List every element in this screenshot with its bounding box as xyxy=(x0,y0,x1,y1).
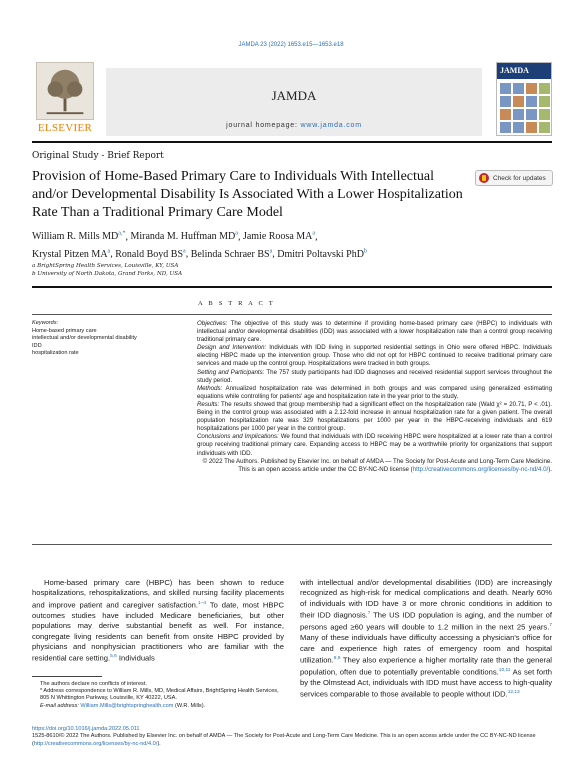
author[interactable]: Dmitri Poltavski PhD$^b$ xyxy=(277,248,367,260)
author[interactable]: Miranda M. Huffman $MD^a$ xyxy=(130,231,238,243)
author-list: William R. Mills $MD^{a,*}$, Miranda M. Huffman $MD^a$, Jamie Roosa $MA^a$, Krystal Pitzen $MA^a$, Ronald Boyd $BS^a$, Belinda Schraer $BS^a$, Dmitri Poltavski PhD$^b$ xyxy=(32,231,367,260)
reference-link[interactable]: 1–4 xyxy=(198,600,207,606)
doi-link[interactable]: https://doi.org/10.1016/j.jamda.2022.05.011 xyxy=(32,726,140,732)
reference-link[interactable]: 10,11 xyxy=(498,667,511,673)
homepage-label: journal homepage: xyxy=(226,122,301,129)
reference-link[interactable]: 5,6 xyxy=(110,654,117,660)
article-type: Original Study - Brief Report xyxy=(32,151,164,161)
conflict-of-interest-note: The authors declare no conflicts of interest. xyxy=(40,681,147,687)
journal-homepage xyxy=(106,122,482,129)
abstract-section: Conclusions and Implications: We found that individuals with IDD receiving HBPC were hospitalized at a lower rate than a control group receiving traditional primary care. Expanding access to HBPC may be a worthwhile priority for organizations that support individuals with IDD. xyxy=(197,433,552,457)
crossmark-icon xyxy=(479,173,489,183)
abstract-body xyxy=(197,320,552,474)
abstract-section: Design and Intervention: Individuals with IDD living in supported residential settings in Ohio were offered HBPC. Individuals electing HBPC made up the intervention group. Those who did not opt for HBPC continued to receive traditional primary care services and made up the control group. Hospitalizations were tracked in both groups. xyxy=(197,344,552,368)
cover-artwork xyxy=(500,83,550,133)
publisher-name: ELSEVIER xyxy=(37,122,93,134)
keyword[interactable]: hospitalization rate xyxy=(32,350,79,357)
affiliations xyxy=(32,262,182,278)
abstract-top-rule xyxy=(32,314,552,315)
reference-link[interactable]: 7 xyxy=(367,611,371,617)
journal-citation[interactable]: JAMDA 23 (2022) 1653.e15—1653.e18 xyxy=(238,42,344,48)
author[interactable]: Ronald Boyd $BS^a$ xyxy=(115,248,186,260)
correspondence-address: * Address correspondence to William R. Mills, MD, Medical Affairs, BrightSpring Health Services, 805 N Whittington Parkway, Louisville, KY 40222, USA. xyxy=(40,688,279,702)
header-divider xyxy=(32,141,552,143)
keyword[interactable]: IDD xyxy=(32,342,42,349)
journal-banner xyxy=(106,68,482,136)
author[interactable]: Belinda Schraer $BS^a$ xyxy=(190,248,273,260)
affiliation: b University of North Dakota, Grand Forks, ND, USA xyxy=(32,271,183,277)
abstract-heading: A B S T R A C T xyxy=(198,300,275,307)
abstract-section: Results: The results showed that group membership had a significant effect on the hospitalization rate (Wald χ² = 20.71, P < .01). Being in the control group was associated with a 2.12-fold increase in annual hospitalization rate for a given patient. The overall population hospitalization rate was 329 hospitalizations per 1000 per year in the HBPC-receiving individuals and 619 hospitalizations per 1000 per year in the control group. xyxy=(197,400,552,433)
journal-cover-thumbnail[interactable] xyxy=(496,62,552,136)
cover-title: JAMDA xyxy=(497,63,552,79)
abstract-section: Setting and Participants: The 757 study participants had IDD diagnoses and received residential support services throughout the study period. xyxy=(197,368,552,384)
copyright-notice: © 2022 The Authors. Published by Elsevier Inc. on behalf of AMDA — The Society for Post-Acute and Long-Term Care Medicine. This is an open access article under the CC BY-NC-ND license (http://creativecommons.org/licenses/by-nc-nd/4.0/). xyxy=(202,457,552,473)
author-email-link[interactable]: William.Mills@brightspringhealth.com xyxy=(80,702,174,709)
author[interactable]: William R. Mills $MD^{a,*}$ xyxy=(32,231,126,243)
keyword[interactable]: intellectual and/or developmental disability xyxy=(32,335,137,342)
check-for-updates-button[interactable] xyxy=(475,170,553,186)
footnotes xyxy=(32,681,284,710)
tree-emblem-icon xyxy=(36,62,94,120)
keywords-block xyxy=(32,320,172,358)
publication-info xyxy=(32,726,557,748)
check-updates-label: Check for updates xyxy=(493,174,546,182)
affiliation: a BrightSpring Health Services, Louisville, KY, USA xyxy=(32,263,179,269)
keywords-heading: Keywords: xyxy=(32,320,59,326)
journal-header xyxy=(32,62,552,138)
reference-link[interactable]: 8,9 xyxy=(333,655,341,661)
author[interactable]: Jamie Roosa $MA^a$ xyxy=(242,231,316,243)
reference-link[interactable]: 12,13 xyxy=(507,690,520,696)
homepage-link[interactable]: www.jamda.com xyxy=(300,122,362,129)
license-link[interactable]: http://creativecommons.org/licenses/by-nc-nd/4.0/ xyxy=(33,740,158,747)
keyword[interactable]: Home-based primary care xyxy=(32,327,97,334)
license-link[interactable]: http://creativecommons.org/licenses/by-nc-nd/4.0/ xyxy=(412,465,549,473)
abstract-bottom-rule xyxy=(32,544,552,545)
elsevier-logo xyxy=(32,62,98,136)
body-column-left: Home-based primary care (HBPC) has been shown to reduce hospitalizations, rehospitalizations, and skilled nursing facility placements and improve patient and caregiver satisfaction.$^{1-4}$ To date, most HBPC outcomes studies have included Medicare beneficiaries, but other populations may derive substantial benefit as well. For instance, congregate living residents can benefit from onsite HBPC provided by physicians and nonphysician practitioners who are familiar with the residential care setting.$^{5,6}$ Individuals xyxy=(32,578,285,663)
author[interactable]: Krystal Pitzen $MA^a$ xyxy=(32,248,111,260)
journal-title: JAMDA xyxy=(271,88,317,103)
abstract-section: Methods: Annualized hospitalization rate was determined in both groups and was compared using generalized estimating equations while controlling for patients' age and hospitalization rate in the year prior to the study. xyxy=(197,384,552,400)
footnote-rule xyxy=(32,676,102,677)
reference-link[interactable]: 7 xyxy=(549,623,552,629)
body-column-right: with intellectual and/or developmental disabilities (IDD) are increasingly recognized as high-risk for medical complications and death. Nearly 60% of individuals with IDD have 3 or more chronic conditions in addition to their IDD diagnosis.$^7$ The US IDD population is aging, and the number of persons aged ≥60 years will double to 1.2 million in the next 25 years.$^7$ Many of these individuals have difficulty accessing a physician's office for care and experience high rates of emergency room and hospital utilization.$^{8,9}$ They also experience a higher mortality rate than the general population, often due to potentially preventable conditions.$^{10,11}$ As set forth by the Olmstead Act, individuals with IDD must have access to high-quality services comparable to those available to people without IDD.$^{12,13}$ xyxy=(300,578,553,699)
abstract-section: Objectives: The objective of this study was to determine if providing home-based primary care (HBPC) to individuals with intellectual and/or developmental disabilities (IDD) was associated with a lower hospitalization rate than a control group receiving traditional primary care. xyxy=(197,320,552,344)
email-line: E-mail address: William.Mills@brightspringhealth.com (W.R. Mills). xyxy=(40,702,206,709)
section-divider xyxy=(32,286,552,288)
license-statement: 1525-8610/© 2022 The Authors. Published by Elsevier Inc. on behalf of AMDA — The Society for Post-Acute and Long-Term Care Medicine. This is an open access article under the CC BY-NC-ND license (http://creativecommons.org/licenses/by-nc-nd/4.0/). xyxy=(32,733,536,747)
article-title: Provision of Home-Based Primary Care to Individuals With Intellectual and/or Developmental Disability Is Associated With a Lower Hospitalization Rate Than a Traditional Primary Care Model xyxy=(32,169,463,220)
